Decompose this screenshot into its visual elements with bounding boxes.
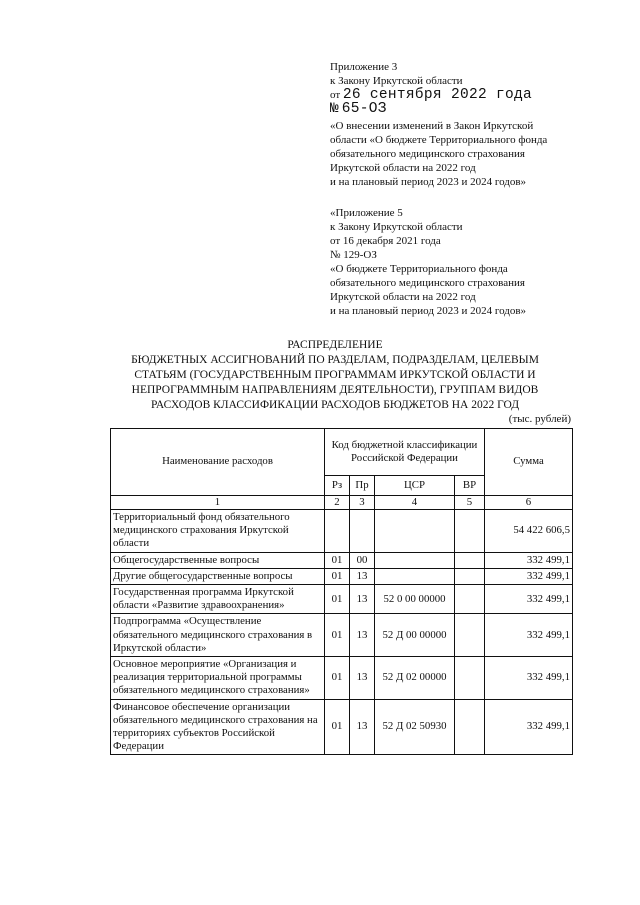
- col-number: 4: [375, 496, 455, 510]
- row-csr: [375, 510, 455, 553]
- row-vr: [455, 585, 485, 614]
- header-rz: Рз: [325, 476, 350, 496]
- appendix-desc-1: «О внесении изменений в Закон Иркутской: [330, 120, 534, 132]
- row-sum: 54 422 606,5: [485, 510, 573, 553]
- row-pr: 13: [350, 699, 375, 755]
- row-csr: [375, 552, 455, 568]
- header-vr: ВР: [455, 476, 485, 496]
- row-csr: [375, 568, 455, 584]
- row-pr: 13: [350, 614, 375, 657]
- table-row: [111, 699, 573, 755]
- row-name: Подпрограмма «Осуществление обязательного медицинского страхования в Иркутской области»: [111, 614, 325, 657]
- table-row: [111, 614, 573, 657]
- row-name: Государственная программа Иркутской области «Развитие здравоохранения»: [111, 585, 325, 614]
- table-row: [111, 585, 573, 614]
- row-sum: 332 499,1: [485, 614, 573, 657]
- header-csr: ЦСР: [375, 476, 455, 496]
- row-name: Другие общегосударственные вопросы: [111, 568, 325, 584]
- column-number-row: [111, 496, 573, 510]
- header-name: Наименование расходов: [111, 429, 325, 496]
- row-pr: 13: [350, 568, 375, 584]
- row-pr: 13: [350, 585, 375, 614]
- row-csr: 52 Д 02 50930: [375, 699, 455, 755]
- row-vr: [455, 614, 485, 657]
- row-vr: [455, 552, 485, 568]
- appendix-desc-5: и на плановый период 2023 и 2024 годов»: [330, 176, 527, 188]
- orig-line-7: Иркутской области на 2022 год: [330, 291, 476, 303]
- orig-line-2: к Закону Иркутской области: [330, 221, 463, 233]
- row-name: Основное мероприятие «Организация и реализация территориальной программы обязательного медицинского страхования»: [111, 657, 325, 700]
- title-line-2: БЮДЖЕТНЫХ АССИГНОВАНИЙ ПО РАЗДЕЛАМ, ПОДРАЗДЕЛАМ, ЦЕЛЕВЫМ: [131, 354, 539, 366]
- title-line-4: НЕПРОГРАММНЫМ НАПРАВЛЕНИЯМ ДЕЯТЕЛЬНОСТИ), ГРУППАМ ВИДОВ: [131, 384, 539, 396]
- col-number: 6: [485, 496, 573, 510]
- budget-table: [110, 428, 573, 755]
- appendix-desc-4: Иркутской области на 2022 год: [330, 162, 476, 174]
- row-vr: [455, 568, 485, 584]
- header-sum: Сумма: [485, 429, 573, 496]
- row-vr: [455, 699, 485, 755]
- title-line-5: РАСХОДОВ КЛАССИФИКАЦИИ РАСХОДОВ БЮДЖЕТОВ НА 2022 ГОД: [150, 399, 520, 411]
- table-row: [111, 568, 573, 584]
- col-number: 3: [350, 496, 375, 510]
- orig-line-5: «О бюджете Территориального фонда: [330, 263, 508, 275]
- row-vr: [455, 657, 485, 700]
- title-line-3: СТАТЬЯМ (ГОСУДАРСТВЕННЫМ ПРОГРАММАМ ИРКУТСКОЙ ОБЛАСТИ И: [134, 369, 536, 381]
- date-prefix: от: [330, 89, 341, 101]
- row-rz: 01: [325, 657, 350, 700]
- table-row: [111, 510, 573, 553]
- orig-line-6: обязательного медицинского страхования: [330, 277, 525, 289]
- row-rz: 01: [325, 699, 350, 755]
- row-csr: 52 Д 02 00000: [375, 657, 455, 700]
- header-code-group: Код бюджетной классификации Российской Федерации: [325, 429, 485, 476]
- row-sum: 332 499,1: [485, 585, 573, 614]
- title-line-1: РАСПРЕДЕЛЕНИЕ: [287, 339, 383, 351]
- row-rz: [325, 510, 350, 553]
- row-rz: 01: [325, 568, 350, 584]
- number-prefix: №: [330, 101, 340, 117]
- row-name: Территориальный фонд обязательного медицинского страхования Иркутской области: [111, 510, 325, 553]
- appendix-law-ref: к Закону Иркутской области: [330, 75, 463, 87]
- row-rz: 01: [325, 585, 350, 614]
- appendix-header: [330, 60, 630, 189]
- number-stamp: 65-ОЗ: [341, 101, 387, 117]
- row-sum: 332 499,1: [485, 552, 573, 568]
- row-name: Общегосударственные вопросы: [111, 552, 325, 568]
- appendix-date-line: [330, 88, 630, 102]
- appendix-number: Приложение 3: [330, 61, 398, 73]
- row-pr: 13: [350, 657, 375, 700]
- document-title: [100, 338, 570, 413]
- date-stamp: 26 сентября 2022 года: [342, 87, 532, 103]
- row-rz: 01: [325, 614, 350, 657]
- row-csr: 52 Д 00 00000: [375, 614, 455, 657]
- row-pr: 00: [350, 552, 375, 568]
- row-sum: 332 499,1: [485, 657, 573, 700]
- orig-line-8: и на плановый период 2023 и 2024 годов»: [330, 305, 527, 317]
- row-pr: [350, 510, 375, 553]
- table-row: [111, 552, 573, 568]
- row-name: Финансовое обеспечение организации обязательного медицинского страхования на территориях субъектов Российской Федерации: [111, 699, 325, 755]
- appendix-desc-2: области «О бюджете Территориального фонда: [330, 134, 548, 146]
- header-pr: Пр: [350, 476, 375, 496]
- orig-line-1: «Приложение 5: [330, 207, 403, 219]
- appendix-desc-3: обязательного медицинского страхования: [330, 148, 525, 160]
- original-appendix-header: [330, 206, 630, 318]
- row-sum: 332 499,1: [485, 699, 573, 755]
- table-header-row: [111, 429, 573, 476]
- orig-line-3: от 16 декабря 2021 года: [330, 235, 441, 247]
- row-rz: 01: [325, 552, 350, 568]
- col-number: 2: [325, 496, 350, 510]
- units-label: (тыс. рублей): [508, 413, 571, 425]
- row-sum: 332 499,1: [485, 568, 573, 584]
- row-csr: 52 0 00 00000: [375, 585, 455, 614]
- col-number: 1: [111, 496, 325, 510]
- orig-line-4: № 129-ОЗ: [330, 249, 377, 261]
- row-vr: [455, 510, 485, 553]
- appendix-number-line: [330, 102, 630, 116]
- col-number: 5: [455, 496, 485, 510]
- table-row: [111, 657, 573, 700]
